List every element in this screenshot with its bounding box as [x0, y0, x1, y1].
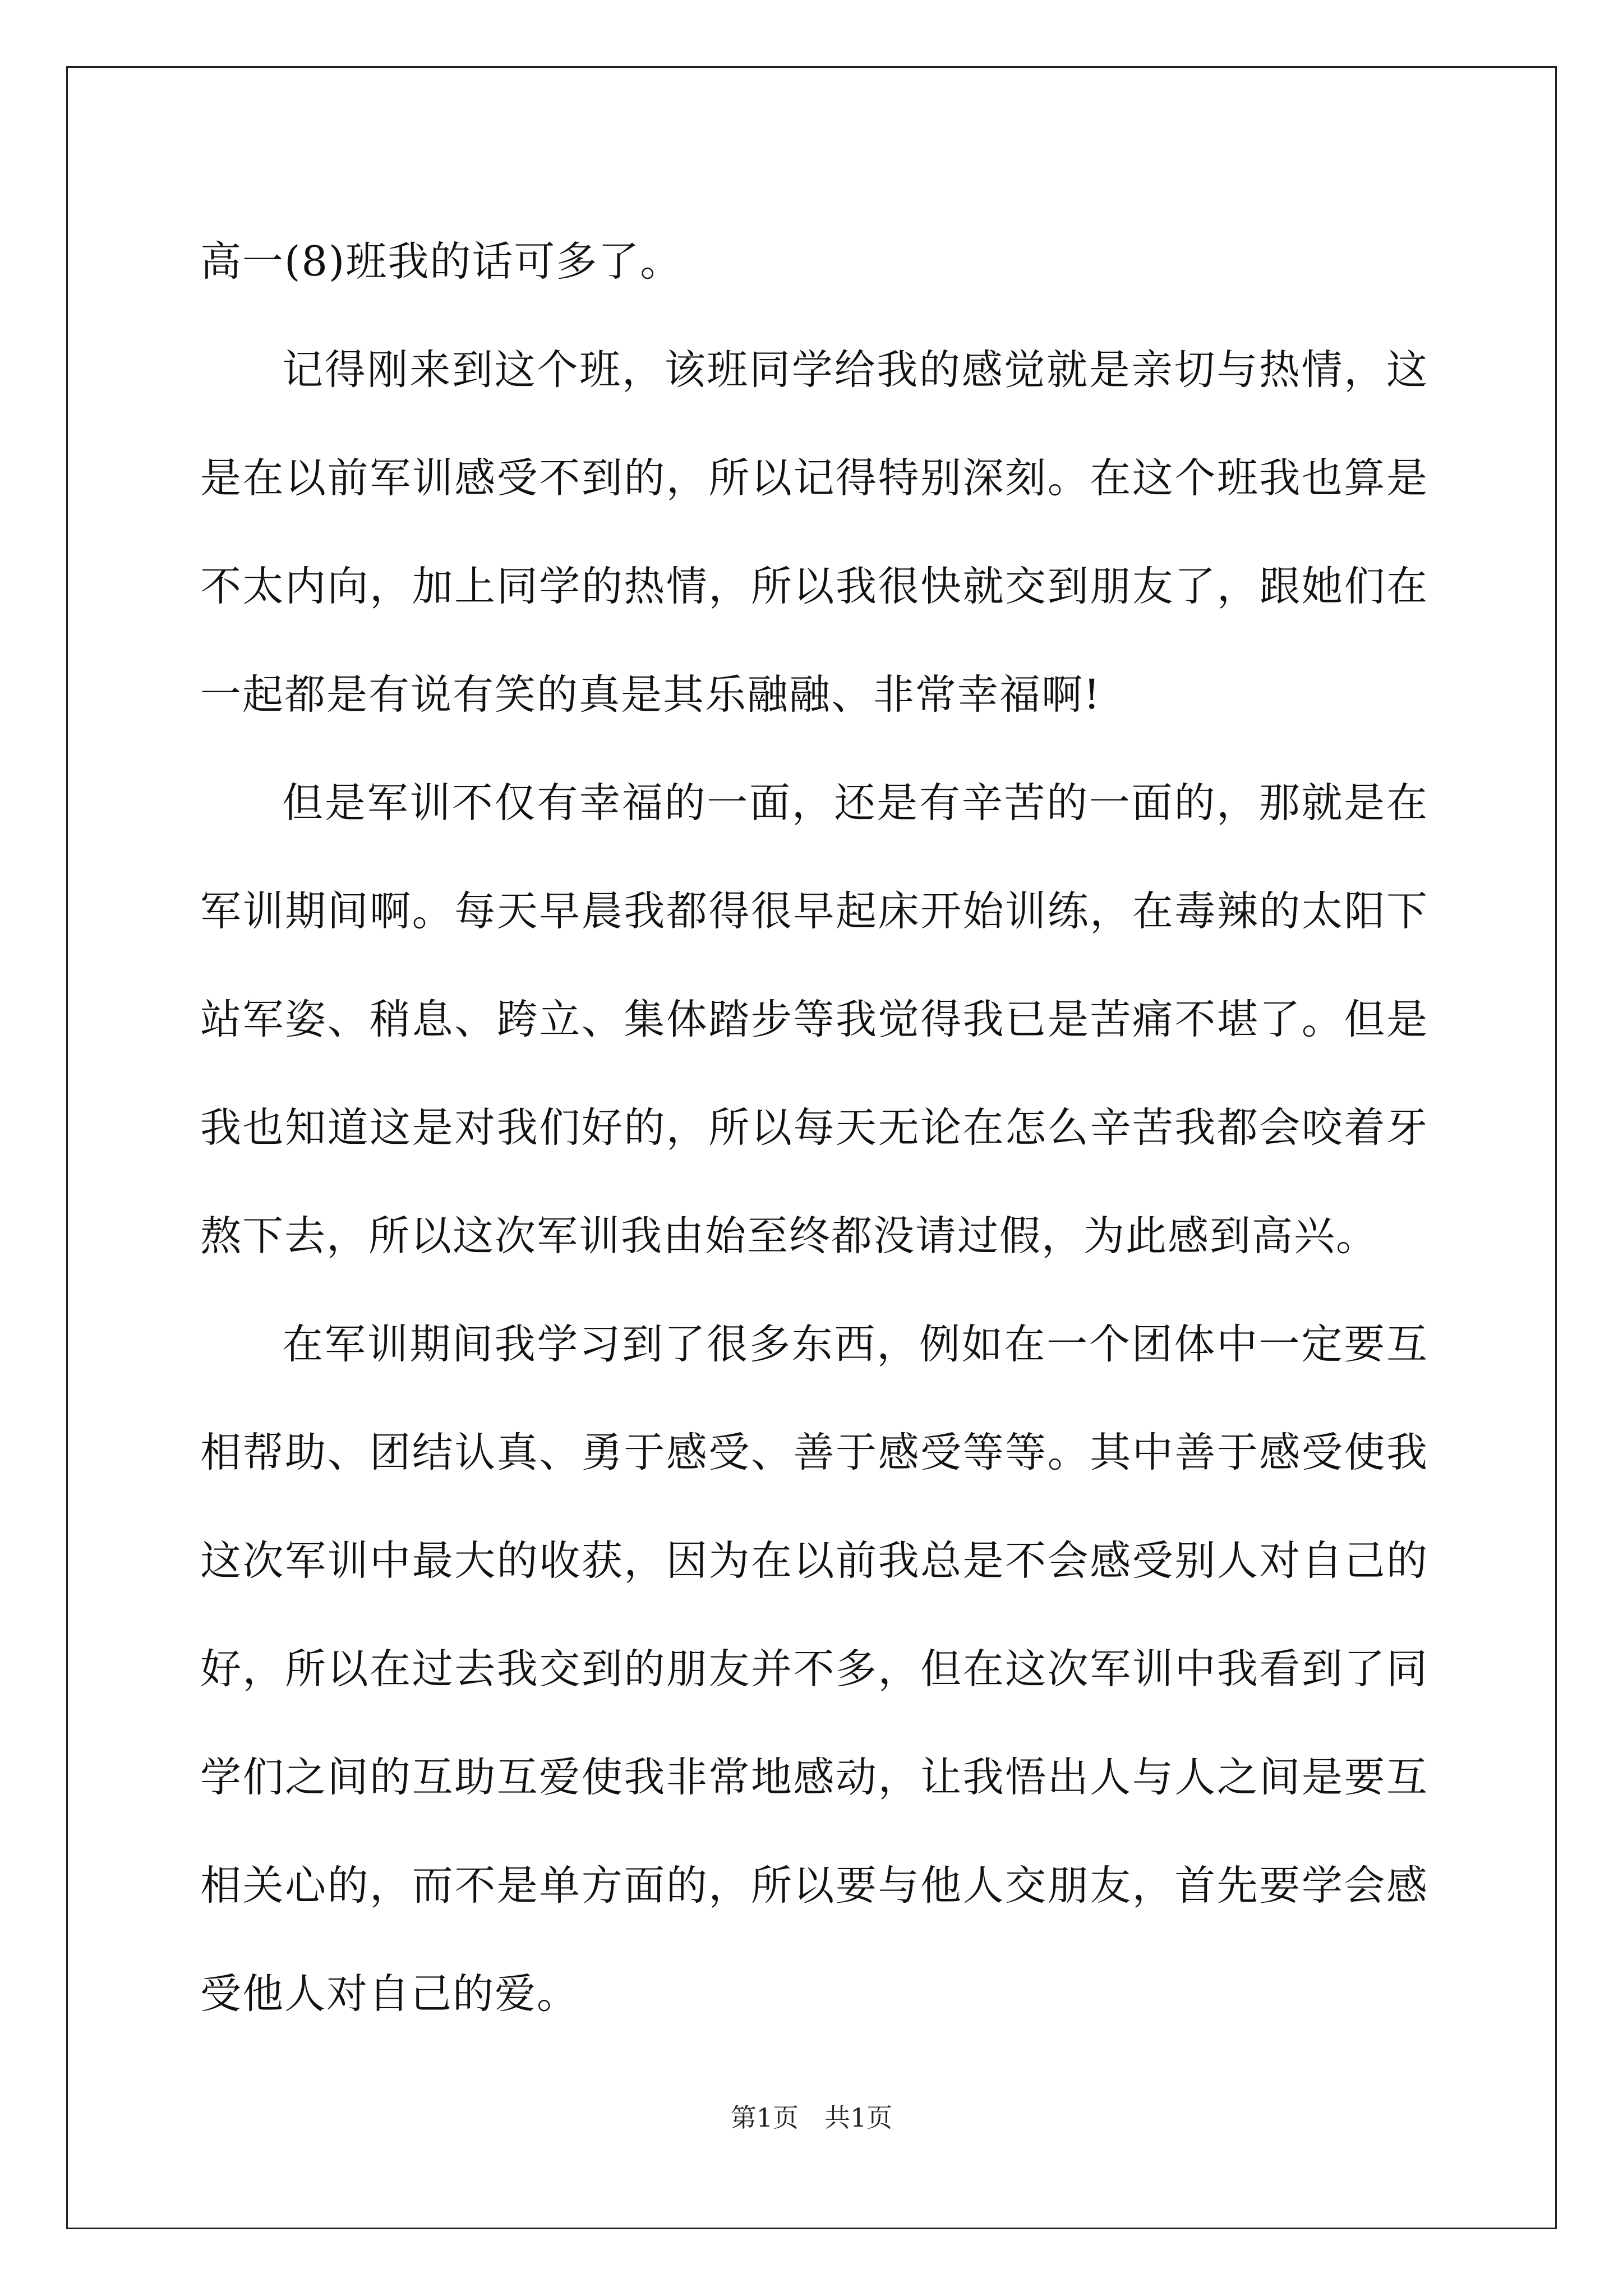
- paragraph-1: 高一(8)班我的话可多了。: [200, 238, 683, 286]
- paragraph-3: 但是军训不仅有幸福的一面，还是有辛苦的一面的，那就是在军训期间啊。每天早晨我都得很早起床开始训练，在毒辣的太阳下站军姿、稍息、跨立、集体踏步等我觉得我已是苦痛不堪了。但是我也知道这是对我们好的，所以每天无论在怎么辛苦我都会咬着牙熬下去，所以这次军训我由始至终都没请过假，为此感到高兴。: [200, 779, 1428, 1260]
- paragraph-2: 记得刚来到这个班，该班同学给我的感觉就是亲切与热情，这是在以前军训感受不到的，所以记得特别深刻。在这个班我也算是不太内向，加上同学的热情，所以我很快就交到朋友了，跟她们在一起都是有说有笑的真是其乐融融、非常幸福啊!: [200, 346, 1428, 719]
- page-footer: 第1页 共1页: [730, 2102, 893, 2133]
- paragraph-4: 在军训期间我学习到了很多东西，例如在一个团体中一定要互相帮助、团结认真、勇于感受、善于感受等等。其中善于感受使我这次军训中最大的收获，因为在以前我总是不会感受别人对自己的好，所以在过去我交到的朋友并不多，但在这次军训中我看到了同学们之间的互助互爱使我非常地感动，让我悟出人与人之间是要互相关心的，而不是单方面的，所以要与他人交朋友，首先要学会感受他人对自己的爱。: [200, 1320, 1428, 2018]
- document-body: [200, 208, 1428, 2048]
